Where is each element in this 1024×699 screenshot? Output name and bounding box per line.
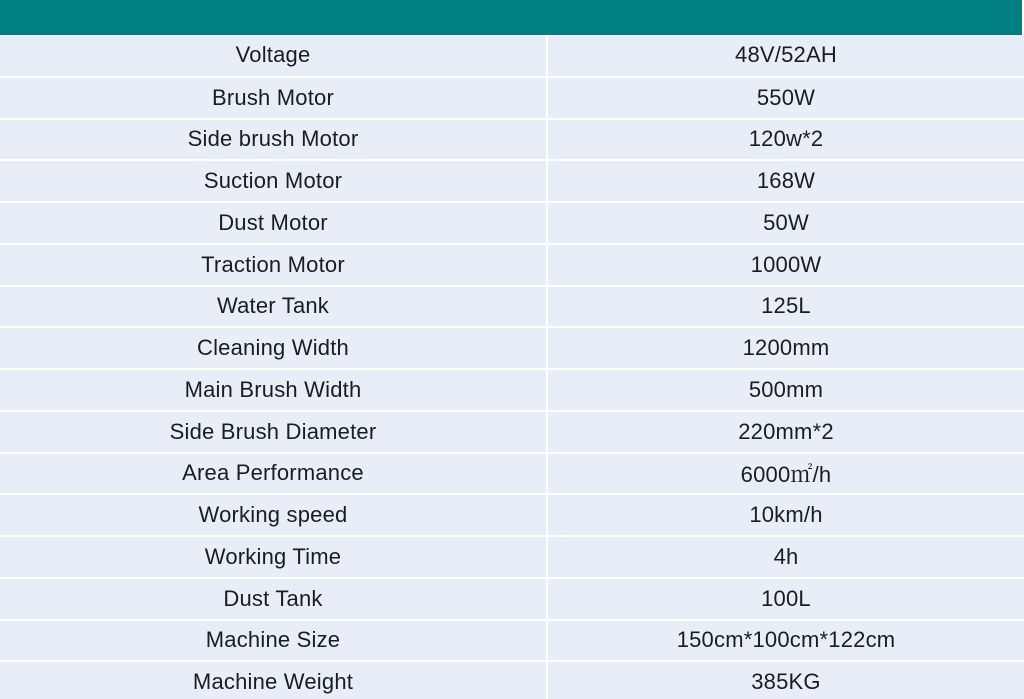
spec-value: 4h xyxy=(547,536,1024,578)
table-row xyxy=(0,327,1024,369)
spec-parameter: Dust Tank xyxy=(0,578,547,620)
table-row xyxy=(0,35,1024,77)
table-row xyxy=(0,244,1024,286)
table-row xyxy=(0,661,1024,699)
spec-parameter: Machine Weight xyxy=(0,661,547,699)
spec-parameter: Voltage xyxy=(0,35,547,77)
table-row xyxy=(0,453,1024,495)
spec-parameter: Traction Motor xyxy=(0,244,547,286)
spec-parameter: Suction Motor xyxy=(0,160,547,202)
table-row xyxy=(0,119,1024,161)
spec-parameter: Brush Motor xyxy=(0,77,547,119)
spec-value: 150cm*100cm*122cm xyxy=(547,620,1024,662)
spec-parameter: Cleaning Width xyxy=(0,327,547,369)
table-row xyxy=(0,77,1024,119)
spec-value: 120w*2 xyxy=(547,119,1024,161)
spec-value: 10km/h xyxy=(547,494,1024,536)
spec-value: 48V/52AH xyxy=(547,35,1024,77)
spec-table xyxy=(0,35,1024,699)
spec-parameter: Main Brush Width xyxy=(0,369,547,411)
table-row xyxy=(0,286,1024,328)
spec-value: 100L xyxy=(547,578,1024,620)
table-row xyxy=(0,202,1024,244)
spec-value: 500mm xyxy=(547,369,1024,411)
spec-parameter: Machine Size xyxy=(0,620,547,662)
spec-value: 550W xyxy=(547,77,1024,119)
spec-parameter: Side Brush Diameter xyxy=(0,411,547,453)
spec-value: 220mm*2 xyxy=(547,411,1024,453)
spec-value: 1200mm xyxy=(547,327,1024,369)
spec-parameter: Area Performance xyxy=(0,453,547,495)
table-row xyxy=(0,620,1024,662)
spec-value: 50W xyxy=(547,202,1024,244)
spec-parameter: Working speed xyxy=(0,494,547,536)
table-row xyxy=(0,578,1024,620)
spec-value: 168W xyxy=(547,160,1024,202)
spec-value: 385KG xyxy=(547,661,1024,699)
spec-value: 6000㎡/h xyxy=(547,453,1024,495)
spec-parameter: Water Tank xyxy=(0,286,547,328)
spec-value: 125L xyxy=(547,286,1024,328)
spec-parameter: Dust Motor xyxy=(0,202,547,244)
spec-parameter: Side brush Motor xyxy=(0,119,547,161)
spec-value: 1000W xyxy=(547,244,1024,286)
table-row xyxy=(0,160,1024,202)
header-bar xyxy=(0,0,1022,35)
spec-parameter: Working Time xyxy=(0,536,547,578)
table-row xyxy=(0,411,1024,453)
table-row xyxy=(0,494,1024,536)
table-row xyxy=(0,369,1024,411)
table-row xyxy=(0,536,1024,578)
